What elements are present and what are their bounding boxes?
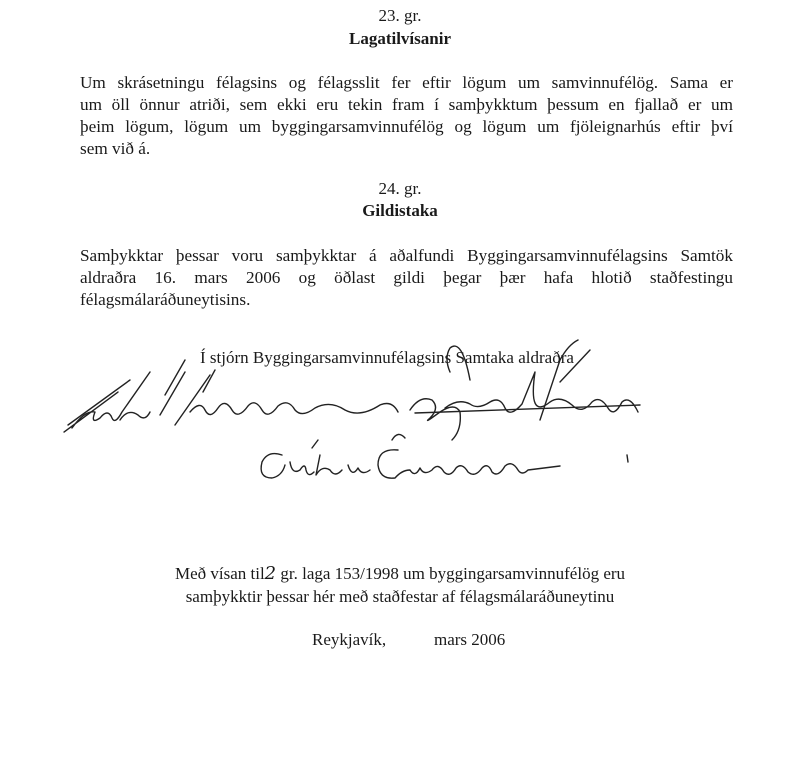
article-24-line-2: aldraðra 16. mars 2006 og öðlast gildi þegar þær hafa hlotið staðfestingu: [80, 268, 733, 287]
article-24-body: [80, 245, 733, 311]
article-23-title: Lagatilvísanir: [348, 29, 451, 48]
article-23-line-3: þeim lögum, lögum um byggingarsamvinnufélög og lögum um fjöleignarhús eftir því: [80, 117, 733, 136]
place: Reykjavík,: [312, 630, 387, 649]
confirmation-suffix: gr. laga 153/1998 um byggingarsamvinnufélög eru: [276, 564, 626, 583]
article-24-line-1: Samþykktar þessar voru samþykktar á aðalfundi Byggingarsamvinnufélagsins Samtök: [80, 246, 733, 265]
board-statement: Í stjórn Byggingarsamvinnufélagsins Samtaka aldraðra: [200, 348, 574, 367]
handwritten-article-number: 2: [264, 563, 277, 584]
confirmation-line-1: [0, 563, 800, 585]
article-23-number: 23. gr.: [378, 6, 422, 25]
article-23-body: [80, 72, 733, 160]
article-23-line-4: sem við á.: [80, 139, 151, 158]
article-24-title: Gildistaka: [362, 201, 438, 220]
signature-1: [64, 360, 398, 432]
confirmation-line-2: samþykktir þessar hér með staðfestar af félagsmálaráðuneytinu: [185, 587, 615, 606]
confirmation-prefix: Með vísan til: [174, 564, 265, 583]
date: mars 2006: [434, 630, 506, 649]
article-24-number: 24. gr.: [378, 179, 422, 198]
signature-3: [261, 434, 628, 478]
article-23-line-1: Um skrásetningu félagsins og félagsslit fer eftir lögum um samvinnufélög. Sama er: [80, 73, 733, 92]
article-24-line-3: félagsmálaráðuneytisins.: [80, 290, 251, 309]
article-23-line-2: um öll önnur atriði, sem ekki eru tekin fram í samþykktum þessum en fjallað er um: [80, 95, 733, 114]
